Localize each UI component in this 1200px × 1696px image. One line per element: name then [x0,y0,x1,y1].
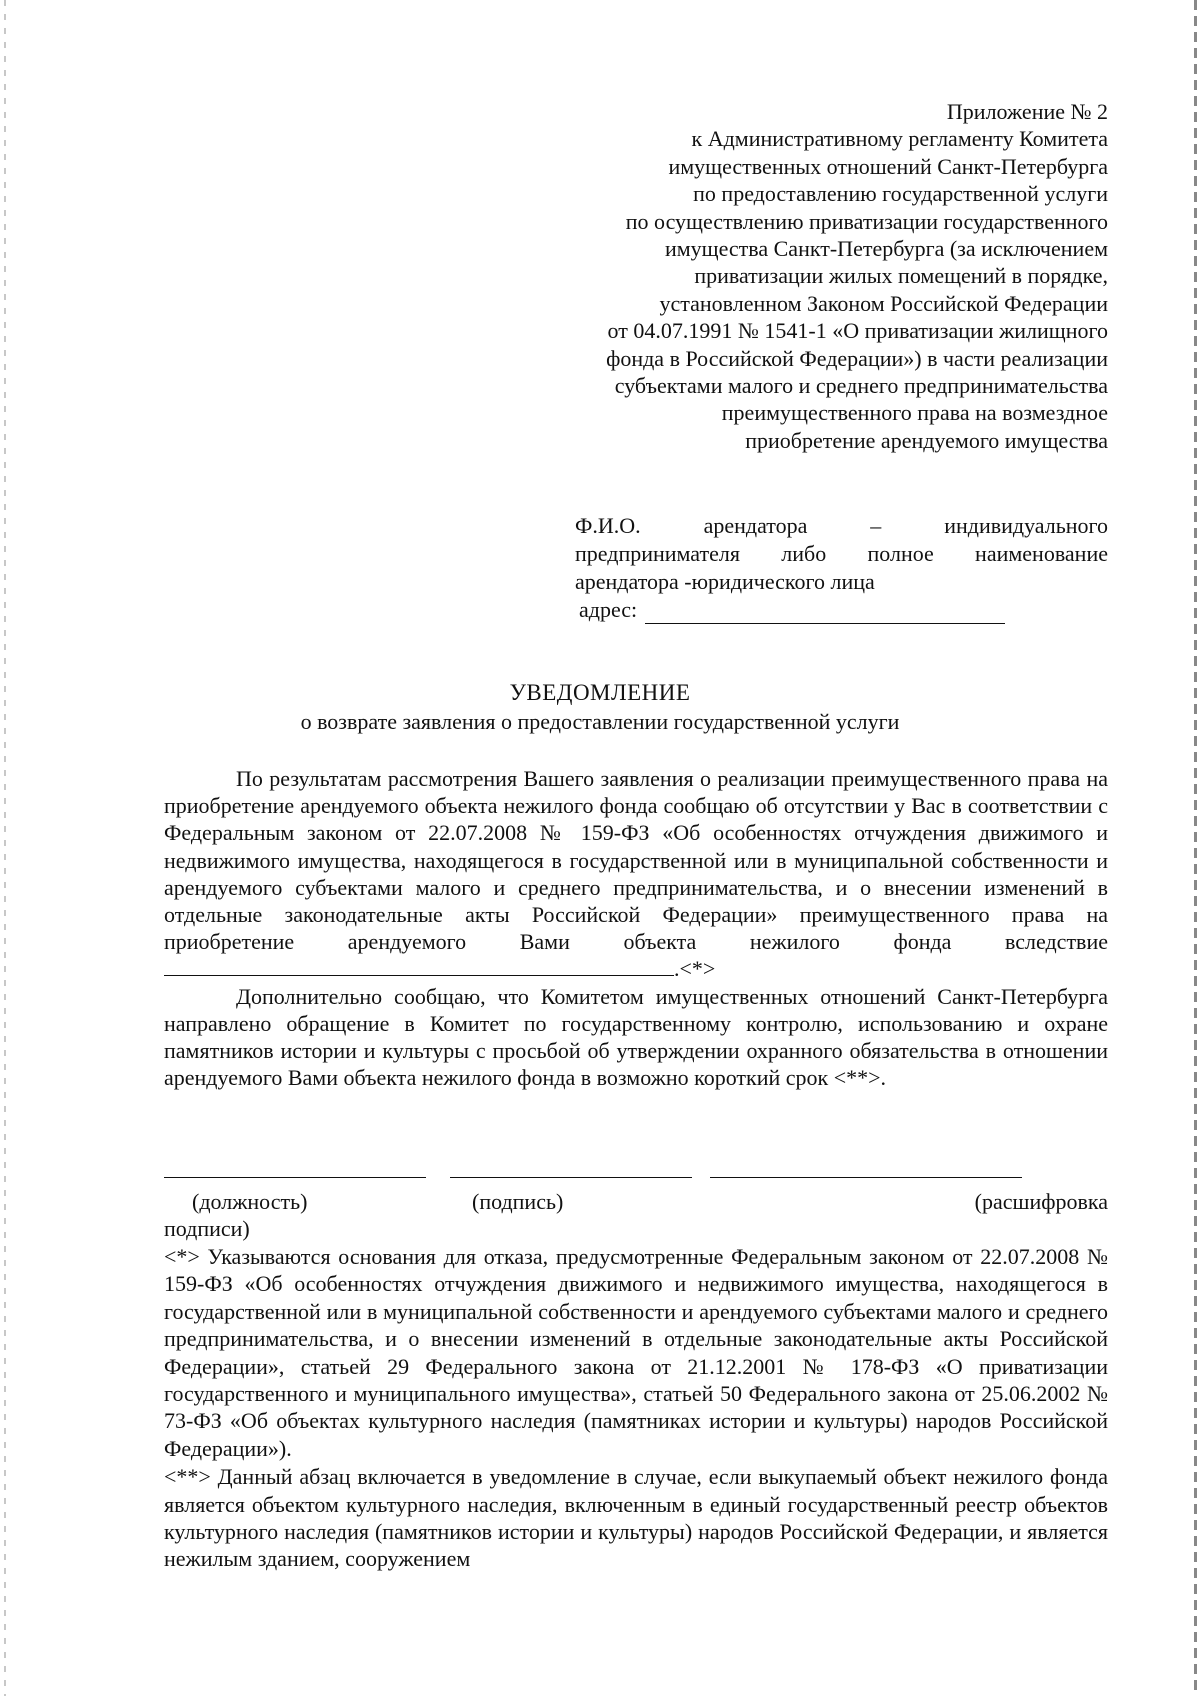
signature-label: (подпись) [472,1189,564,1214]
body-paragraph-1 [164,765,1108,983]
appendix-line: установленном Законом Российской Федерации [659,290,1108,316]
appendix-line: приватизации жилых помещений в порядке, [694,263,1108,289]
signature-blank-field[interactable] [450,1177,692,1178]
appendix-line: субъектами малого и среднего предпринимательства [614,373,1108,399]
position-label: (должность) [192,1189,308,1214]
footnotes [164,1243,1108,1574]
notice-title: УВЕДОМЛЕНИЕ [509,680,691,705]
signature-labels [164,1188,1108,1242]
appendix-line: по предоставлению государственной услуги [693,181,1108,207]
footnote-1: <*> Указываются основания для отказа, предусмотренные Федеральным законом от 22.07.2008 № 159-ФЗ «Об особенностях отчуждения движимого и недвижимого имущества, находящегося в государственной или в муниципальной собственности и арендуемого субъектами малого и среднего предпринимательства, и о внесении изменений в отдельные законодательные акты Российской Федерации», статьей 29 Федерального закона от 21.12.2001 № 178-ФЗ «О приватизации государственного и муниципального имущества», статьей 50 Федерального закона от 25.06.2002 № 73-ФЗ «Об объектах культурного наследия (памятниках истории и культуры) народов Российской Федерации»). [164,1244,1108,1461]
appendix-line: к Административному регламенту Комитета [691,126,1108,152]
position-blank-field[interactable] [164,1177,426,1178]
signature-lines [164,1167,1108,1187]
address-blank-field[interactable] [645,599,1005,624]
body-paragraph-1-text: По результатам рассмотрения Вашего заявления о реализации преимущественного права на приобретение арендуемого объекта нежилого фонда сообщаю об отсутствии у Вас в соответствии с Федеральным законом от 22.07.2008 № 159-ФЗ «Об особенностях отчуждения движимого и недвижимого имущества, находящегося в государственной или в муниципальной собственности и арендуемого субъектами малого и среднего предпринимательства, и о внесении изменений в отдельные законодательные акты Российской Федерации» преимущественного права на приобретение арендуемого Вами объекта нежилого фонда вследствие [164,766,1108,955]
footnote-2: <**> Данный абзац включается в уведомление в случае, если выкупаемый объект нежилого фонда является объектом культурного наследия, включенным в единый государственный реестр объектов культурного наследия (памятников истории и культуры) народов Российской Федерации, и является нежилым зданием, сооружением [164,1464,1108,1572]
scan-edge-left [4,0,6,1696]
appendix-header [508,98,1108,454]
body-paragraph-1-footnote-ref: .<*> [674,956,716,982]
addressee-line: арендатора -юридического лица [575,569,875,594]
appendix-line: преимущественного права на возмездное [721,400,1108,426]
decryption-label-continuation: подписи) [164,1216,250,1241]
address-label: адрес: [579,597,638,622]
appendix-line: приобретение арендуемого имущества [745,427,1108,453]
addressee-line: Ф.И.О. арендатора – индивидуального [575,513,1108,538]
notice-body [164,765,1108,1091]
decryption-blank-field[interactable] [710,1177,1022,1178]
address-line [579,596,1108,624]
decryption-label: (расшифровка [974,1189,1108,1214]
addressee-block [575,512,1108,624]
appendix-line: имущества Санкт-Петербурга (за исключением [664,236,1108,262]
appendix-line: имущественных отношений Санкт-Петербурга [668,153,1108,179]
reason-blank-field[interactable] [164,957,674,976]
scan-edge-right [1194,0,1197,1696]
appendix-line: по осуществлению приватизации государственного [625,208,1108,234]
notice-subtitle: о возврате заявления о предоставлении государственной услуги [300,709,900,734]
appendix-line: от 04.07.1991 № 1541-1 «О приватизации жилищного [607,318,1108,344]
addressee-line: предпринимателя либо полное наименование [575,541,1108,566]
body-paragraph-2: Дополнительно сообщаю, что Комитетом имущественных отношений Санкт-Петербурга направлено обращение в Комитет по государственному контролю, использованию и охране памятников истории и культуры с просьбой об утверждении охранного обязательства в отношении арендуемого Вами объекта нежилого фонда в возможно короткий срок <**>. [164,983,1108,1091]
appendix-line: Приложение № 2 [946,99,1108,124]
appendix-line: фонда в Российской Федерации») в части реализации [606,345,1108,371]
